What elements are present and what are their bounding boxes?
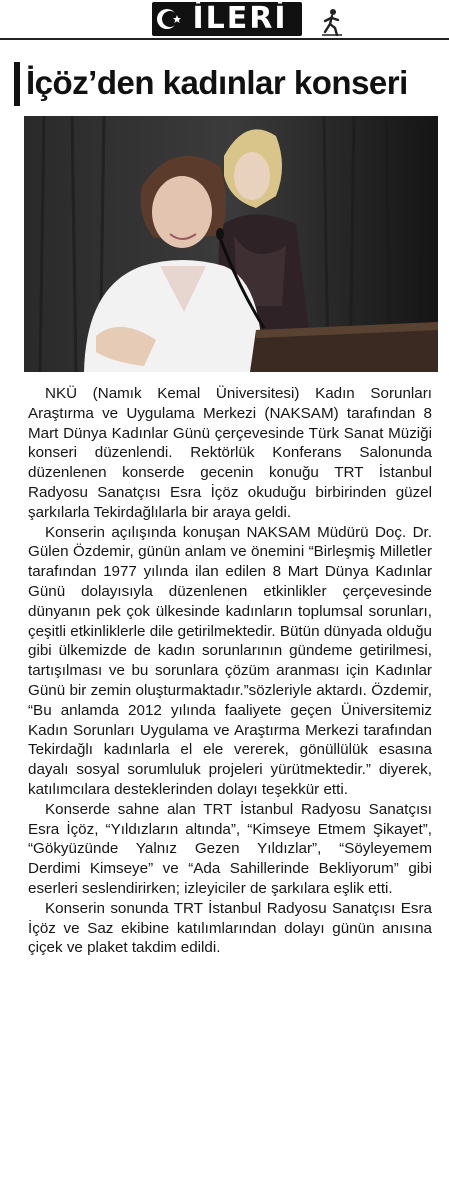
running-figure-icon (320, 8, 344, 36)
paragraph: Konserin açılışında konuşan NAKSAM Müdürü Doç. Dr. Gülen Özdemir, günün anlam ve önemini “Birleşmiş Milletler tarafından 1977 yılında ilan edilen 8 Mart Dünya Kadınlar Günü dolayısıyla düzenlenen etkinlikler çerçevesinde dünyanın pek çok ülkesinde kadınların toplumsal sorunları, çeşitli etkinliklerle dile getirilmektedir. Bütün dünyada olduğu gibi ülkemizde de kadın sorunlarının gündeme getirilmesi, tartışılması ve bu sorunlara çözüm aranması için Kadınlar Günü bir zemin oluşturmaktadır.”sözleriyle aktardı. Özdemir, “Bu anlamda 2012 yılında faaliyete geçen Üniversitemiz Kadın Sorunları Uygulama ve Araştırma Merkezi tarafından Tekirdağlı kadınlarla el ele vererek, gönüllülük esasına dayalı sosyal sorumluluk projeleri yürütmektedir.” diyerek, katılımcılara desteklerinden dolayı teşekkür etti. (28, 523, 432, 798)
article-photo (24, 116, 438, 372)
lectern (250, 322, 438, 372)
article-headline: İçöz’den kadınlar konseri (26, 64, 408, 101)
masthead-rule (0, 38, 449, 40)
article-body (28, 384, 432, 958)
headline-accent-bar (14, 62, 20, 106)
newspaper-logo (152, 2, 302, 36)
logo-wordmark: İLERİ (192, 2, 288, 36)
paragraph: Konserin sonunda TRT İstanbul Radyosu Sanatçısı Esra İçöz ve Saz ekibine katılımlarından dolayı günün anısına çiçek ve plaket takdim edildi. (28, 899, 432, 957)
paragraph: NKÜ (Namık Kemal Üniversitesi) Kadın Sorunları Araştırma ve Uygulama Merkezi (NAKSAM) tarafından 8 Mart Dünya Kadınlar Günü çerçevesinde Türk Sanat Müziği konseri düzenlendi. Rektörlük Konferans Salonunda düzenlenen konserde gecenin konuğu TRT İstanbul Radyosu Sanatçısı Esra İçöz okuduğu birbirinden güzel şarkılarla Tekirdağlılarla bir araya geldi. (28, 385, 432, 521)
paragraph: Konserde sahne alan TRT İstanbul Radyosu Sanatçısı Esra İçöz, “Yıldızların altında”, “Kimseye Etmem Şikayet”, “Gökyüzünde Yalnız Gezen Yıldızlar”, “Söyleyemem Derdimi Kimseye” ve “Ada Sahillerinde Bekliyorum” gibi eserleri seslendirirken; izleyiciler de şarkılara eşlik etti. (28, 800, 432, 897)
masthead (0, 0, 449, 44)
crescent-star-icon (156, 7, 182, 31)
